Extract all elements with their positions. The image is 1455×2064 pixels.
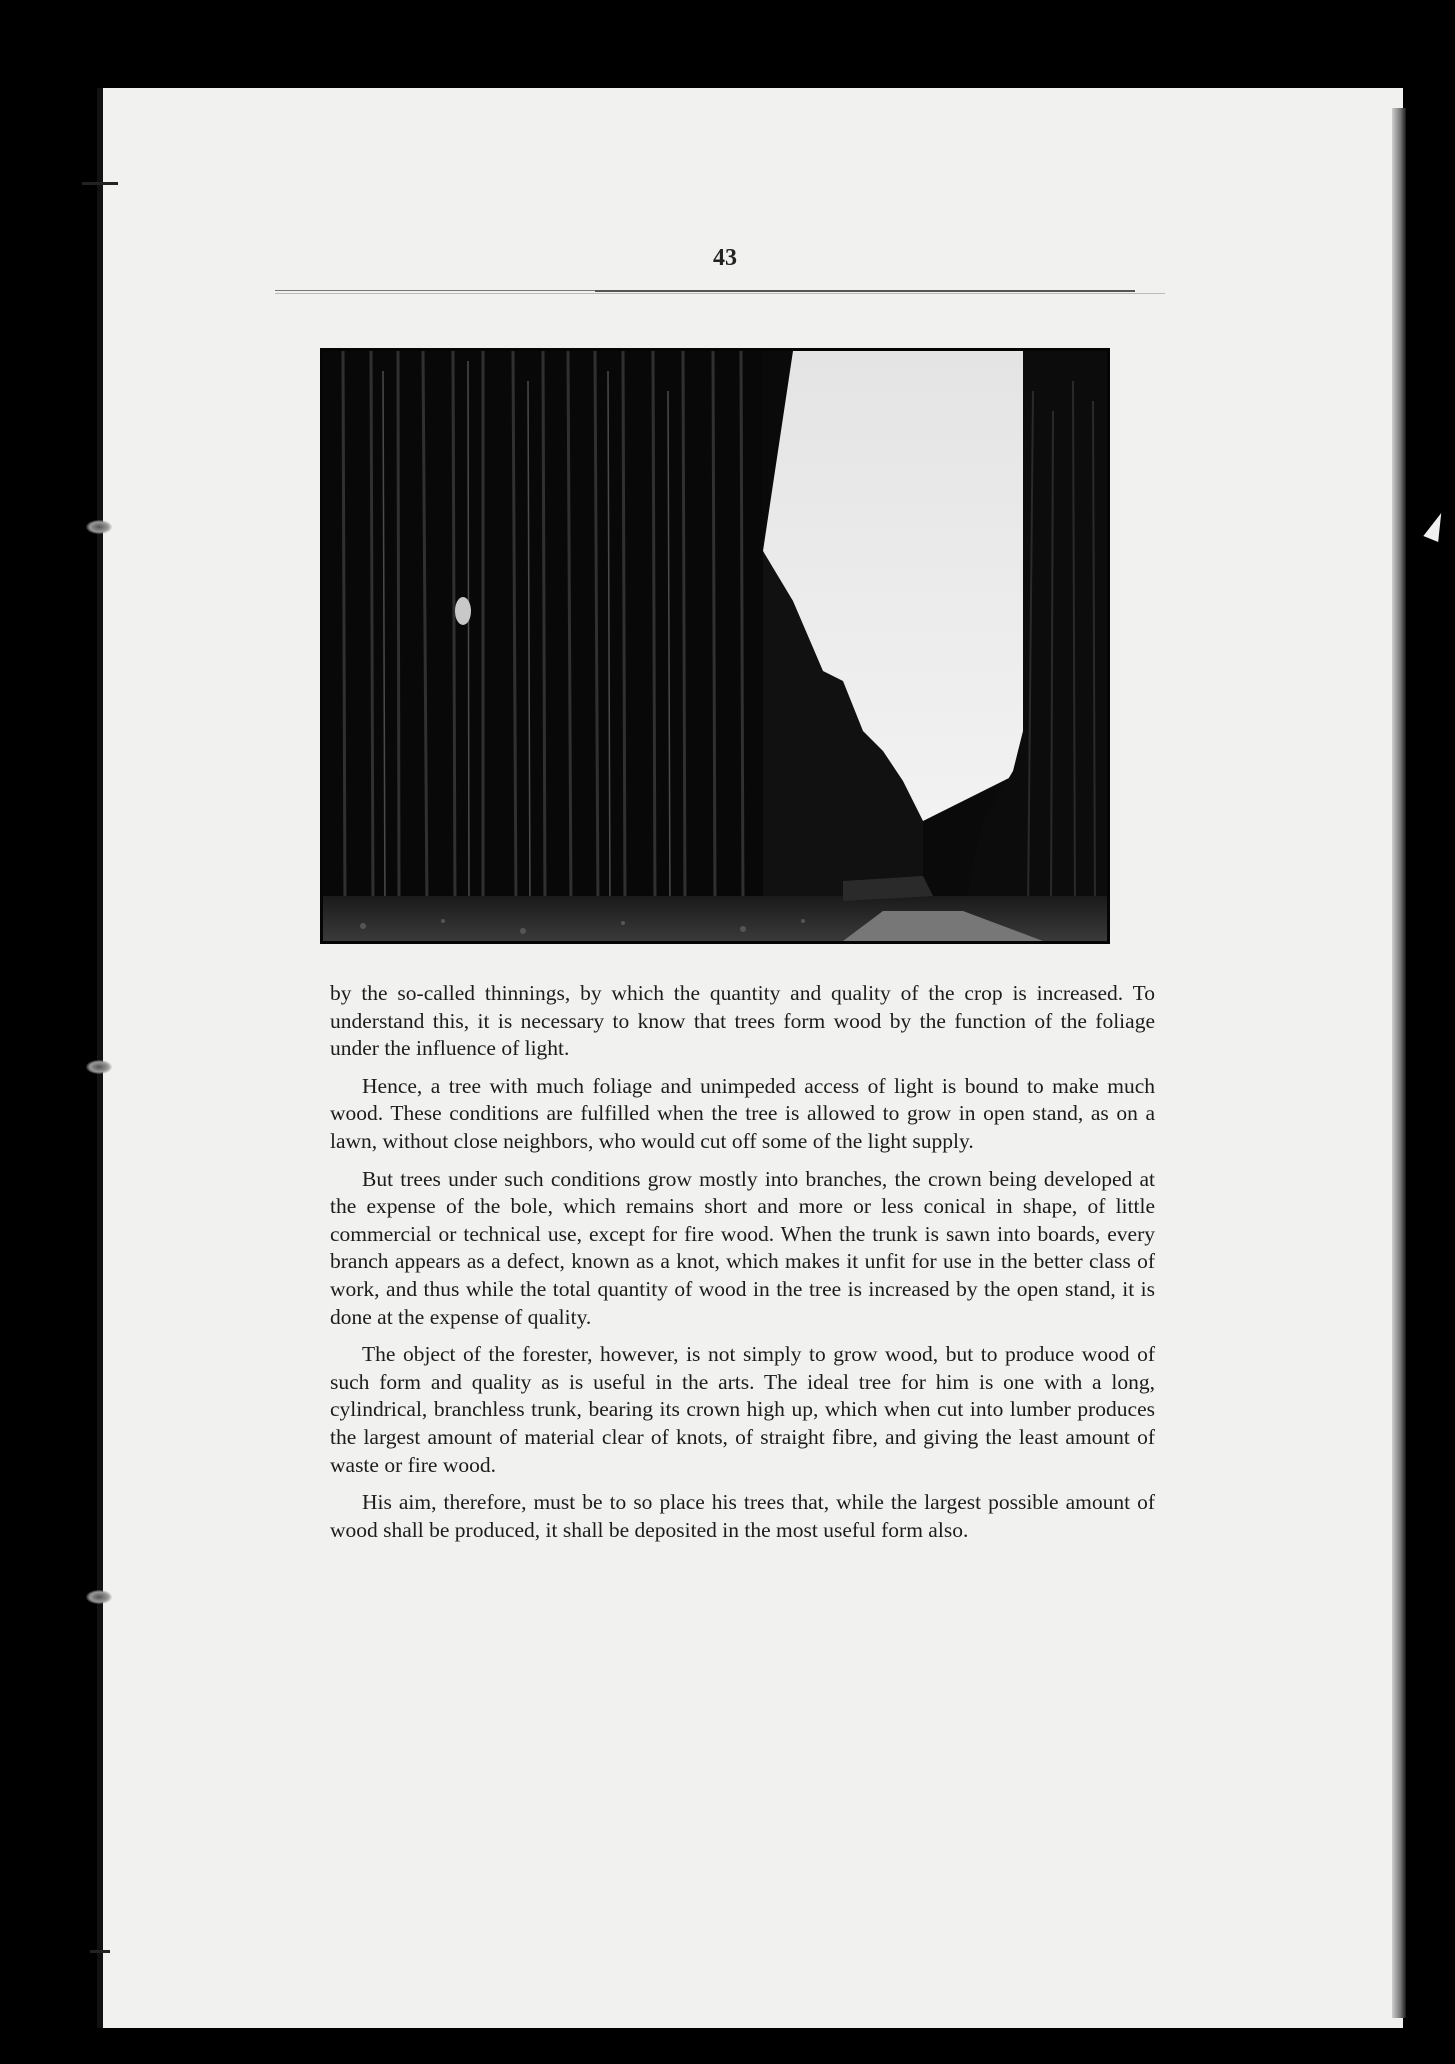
body-text (330, 980, 1155, 1554)
book-binding (97, 88, 103, 2028)
binding-mark (90, 1950, 110, 1953)
header-rule (275, 290, 1165, 294)
page-edge-shadow (1392, 108, 1406, 2018)
binding-blot (86, 1060, 112, 1074)
paragraph: Hence, a tree with much foliage and unimpeded access of light is bound to make much wood. These conditions are fulfilled when the tree is allowed to grow in open stand, as on a lawn, without close neighbors, who would cut off some of the light supply. (330, 1073, 1155, 1153)
paragraph: by the so-called thinnings, by which the quantity and quality of the crop is increased. To understand this, it is necessary to know that trees form wood by the function of the foliage under the influence of light. (330, 981, 1155, 1061)
forest-photograph-svg (323, 351, 1107, 941)
binding-mark (82, 182, 118, 185)
margin-mark-icon (1423, 510, 1448, 542)
paragraph: His aim, therefore, must be to so place his trees that, while the largest possible amount of wood shall be produced, it shall be deposited in the most useful form also. (330, 1490, 1155, 1542)
paragraph: But trees under such conditions grow mostly into branches, the crown being developed at the expense of the bole, which remains short and more or less conical in shape, of little commercial or technical use, except for fire wood. When the trunk is sawn into boards, every branch appears as a defect, known as a knot, which makes it unfit for use in the better class of work, and thus while the total quantity of wood in the tree is increased by the open stand, it is done at the expense of quality. (330, 1166, 1155, 1329)
paragraph: The object of the forester, however, is not simply to grow wood, but to produce wood of such form and quality as is useful in the arts. The ideal tree for him is one with a long, cylindrical, branchless trunk, bearing its crown high up, which when cut into lumber produces the largest amount of material clear of knots, of straight fibre, and giving the least amount of waste or fire wood. (330, 1342, 1155, 1477)
forest-photograph-icon (320, 348, 1110, 944)
binding-blot (86, 520, 112, 534)
page-number: 43 (713, 245, 737, 271)
binding-blot (86, 1590, 112, 1604)
